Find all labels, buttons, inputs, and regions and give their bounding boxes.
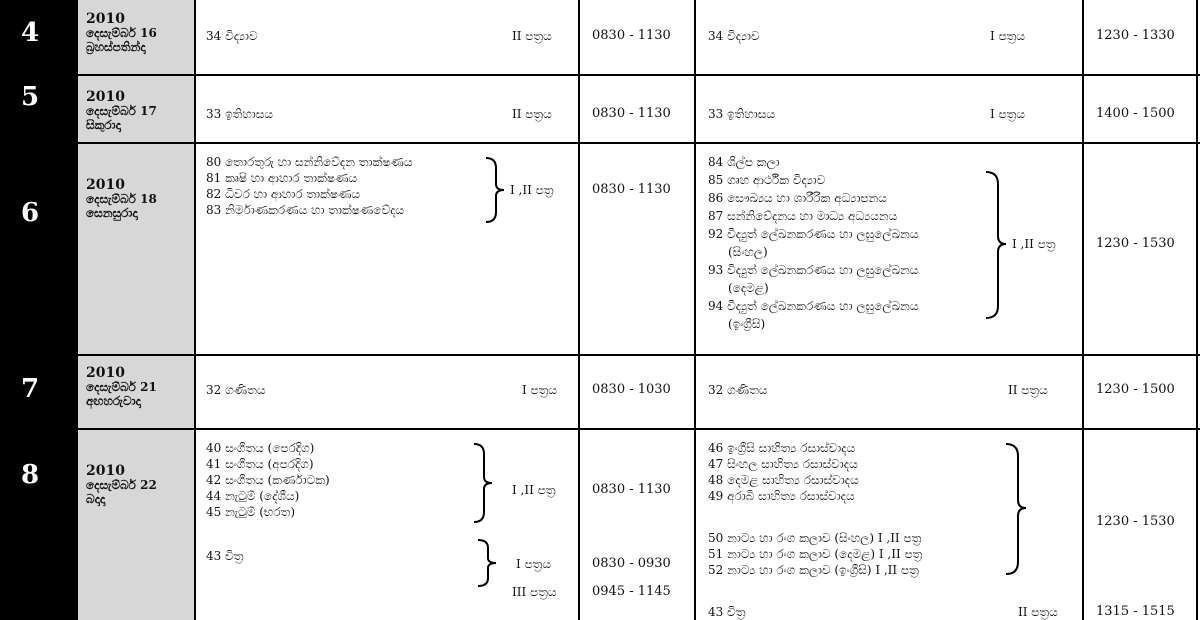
subject-item: 85 ගෘහ ආර්ථික විද්‍යාව xyxy=(708,173,826,187)
col-divider xyxy=(194,0,196,620)
row-divider xyxy=(76,354,1200,356)
time-slot: 0830 - 1030 xyxy=(592,382,671,397)
time-slot: 1230 - 1500 xyxy=(1096,382,1175,397)
subject-item: 34 විද්‍යාව xyxy=(206,29,258,43)
subject-item: 49 අරාබි සාහිත්‍ය රසාස්වාදය xyxy=(708,489,855,503)
subject-item: 87 සන්නිවේදනය හා මාධ්‍ය අධ්‍යයනය xyxy=(708,209,898,223)
subject-item: 32 ගණිතය xyxy=(708,383,768,397)
date-weekday: බ්‍රහස්පතින්දා xyxy=(86,40,146,54)
paper-label: II පත්‍රය xyxy=(1008,383,1048,397)
time-slot: 1230 - 1530 xyxy=(1096,514,1175,529)
date-weekday: බදාදා xyxy=(86,492,106,506)
time-slot: 1230 - 1330 xyxy=(1096,28,1175,43)
paper-label: II පත්‍රය xyxy=(1018,605,1058,619)
row-divider xyxy=(76,142,1200,144)
time-slot: 1400 - 1500 xyxy=(1096,106,1175,121)
subject-item: 40 සංගීතය (පෙරදිග) xyxy=(206,441,315,455)
date-year: 2010 xyxy=(86,365,125,381)
row-number: 8 xyxy=(20,460,40,490)
subject-item: 44 නැටුම් (දේශීය) xyxy=(206,489,300,503)
paper-label: I ,II පත්‍ර xyxy=(510,183,554,197)
subject-item: 48 දෙමළ සාහිත්‍ය රසාස්වාදය xyxy=(708,473,859,487)
time-slot: 0830 - 1130 xyxy=(592,482,671,497)
subject-item: 42 සංගීතය (කර්ණාටක) xyxy=(206,473,330,487)
paper-label: II පත්‍රය xyxy=(512,29,552,43)
date-day: දෙසැම්බර් 21 xyxy=(86,380,157,394)
subject-item: 46 ඉංග්‍රීසි සාහිත්‍ය රසාස්වාදය xyxy=(708,441,856,455)
subject-item: 43 චිත්‍ර xyxy=(708,605,746,619)
subject-item: (සිංහල) xyxy=(728,245,768,259)
date-weekday: සෙනසුරාදා xyxy=(86,206,138,220)
time-slot: 0945 - 1145 xyxy=(592,584,671,599)
paper-label: III පත්‍රය xyxy=(512,585,557,599)
date-weekday: සිකුරාදා xyxy=(86,118,121,132)
time-slot: 0830 - 0930 xyxy=(592,556,671,571)
subject-item: 84 ශිල්ප කලා xyxy=(708,155,780,169)
subject-item: 83 නිර්මාණකරණය හා තාක්ෂණවේදය xyxy=(206,203,405,217)
brace-icon xyxy=(984,170,1010,320)
date-year: 2010 xyxy=(86,89,125,105)
date-cell xyxy=(78,430,194,620)
subject-item: 92 විද්‍යුත් ලේඛනකරණය හා ලඝුලේඛනය xyxy=(708,227,919,241)
paper-label: I පත්‍රය xyxy=(516,557,552,571)
col-divider xyxy=(76,0,78,620)
date-day: දෙසැම්බර් 17 xyxy=(86,104,157,118)
paper-label: I පත්‍රය xyxy=(522,383,558,397)
subject-item: 51 නාට්‍ය හා රංග කලාව (දෙමළ) I ,II පත්‍ර xyxy=(708,547,923,561)
brace-icon xyxy=(1004,442,1030,576)
subject-item: 47 සිංහල සාහිත්‍ය රසාස්වාදය xyxy=(708,457,858,471)
subject-item: 80 තොරතුරු හා සන්නිවේදන තාක්ෂණය xyxy=(206,155,413,169)
subject-item: 50 නාට්‍ය හා රංග කලාව (සිංහල) I ,II පත්‍ර xyxy=(708,531,922,545)
date-year: 2010 xyxy=(86,11,125,27)
subject-item: 52 නාට්‍ය හා රංග කලාව (ඉංග්‍රීසි) I ,II පත්‍ර xyxy=(708,563,919,577)
col-divider xyxy=(1082,0,1084,620)
subject-item: 45 නැටුම් (භරත) xyxy=(206,505,296,519)
time-slot: 0830 - 1130 xyxy=(592,28,671,43)
col-divider xyxy=(1196,0,1198,620)
paper-label: I පත්‍රය xyxy=(990,107,1026,121)
subject-item: 94 විද්‍යුත් ලේඛනකරණය හා ලඝුලේඛනය xyxy=(708,299,919,313)
date-day: දෙසැම්බර් 16 xyxy=(86,26,157,40)
brace-icon xyxy=(484,156,508,224)
date-weekday: අඟහරුවාදා xyxy=(86,394,141,408)
subject-item: 82 ධීවර හා ආහාර තාක්ෂණය xyxy=(206,187,361,201)
row-number: 4 xyxy=(20,18,40,48)
subject-item: 43 චිත්‍ර xyxy=(206,549,244,563)
date-day: දෙසැම්බර් 22 xyxy=(86,478,157,492)
subject-item: 93 විද්‍යුත් ලේඛනකරණය හා ලඝුලේඛනය xyxy=(708,263,919,277)
brace-icon xyxy=(476,538,500,588)
date-day: දෙසැම්බර් 18 xyxy=(86,192,157,206)
subject-item: 33 ඉතිහාසය xyxy=(708,107,775,121)
date-year: 2010 xyxy=(86,463,125,479)
subject-item: 41 සංගීතය (අපරදිග) xyxy=(206,457,314,471)
paper-label: II පත්‍රය xyxy=(512,107,552,121)
subject-item: 33 ඉතිහාසය xyxy=(206,107,273,121)
time-slot: 1315 - 1515 xyxy=(1096,604,1175,619)
date-cell xyxy=(78,0,194,74)
subject-item: 34 විද්‍යාව xyxy=(708,29,760,43)
row-number: 5 xyxy=(20,82,40,112)
paper-label: I ,II පත්‍ර xyxy=(1012,237,1056,251)
subject-item: 32 ගණිතය xyxy=(206,383,266,397)
col-divider xyxy=(578,0,580,620)
paper-label: I පත්‍රය xyxy=(990,29,1026,43)
row-number: 6 xyxy=(20,198,40,228)
subject-item: 81 කෘෂි හා ආහාර තාක්ෂණය xyxy=(206,171,358,185)
date-cell xyxy=(78,144,194,354)
row-divider xyxy=(76,74,1200,76)
row-divider xyxy=(76,428,1200,430)
date-year: 2010 xyxy=(86,177,125,193)
time-slot: 0830 - 1130 xyxy=(592,106,671,121)
paper-label: I ,II පත්‍ර xyxy=(512,483,556,497)
subject-item: (ඉංග්‍රීසි) xyxy=(728,317,766,331)
date-cell xyxy=(78,356,194,428)
subject-item: (දෙමළ) xyxy=(728,281,769,295)
col-divider xyxy=(694,0,696,620)
brace-icon xyxy=(472,442,496,524)
subject-item: 86 සෞඛ්‍යය හා ශාරීරික අධ්‍යාපනය xyxy=(708,191,887,205)
date-cell xyxy=(78,76,194,142)
time-slot: 1230 - 1530 xyxy=(1096,236,1175,251)
row-number: 7 xyxy=(20,374,40,404)
time-slot: 0830 - 1130 xyxy=(592,182,671,197)
